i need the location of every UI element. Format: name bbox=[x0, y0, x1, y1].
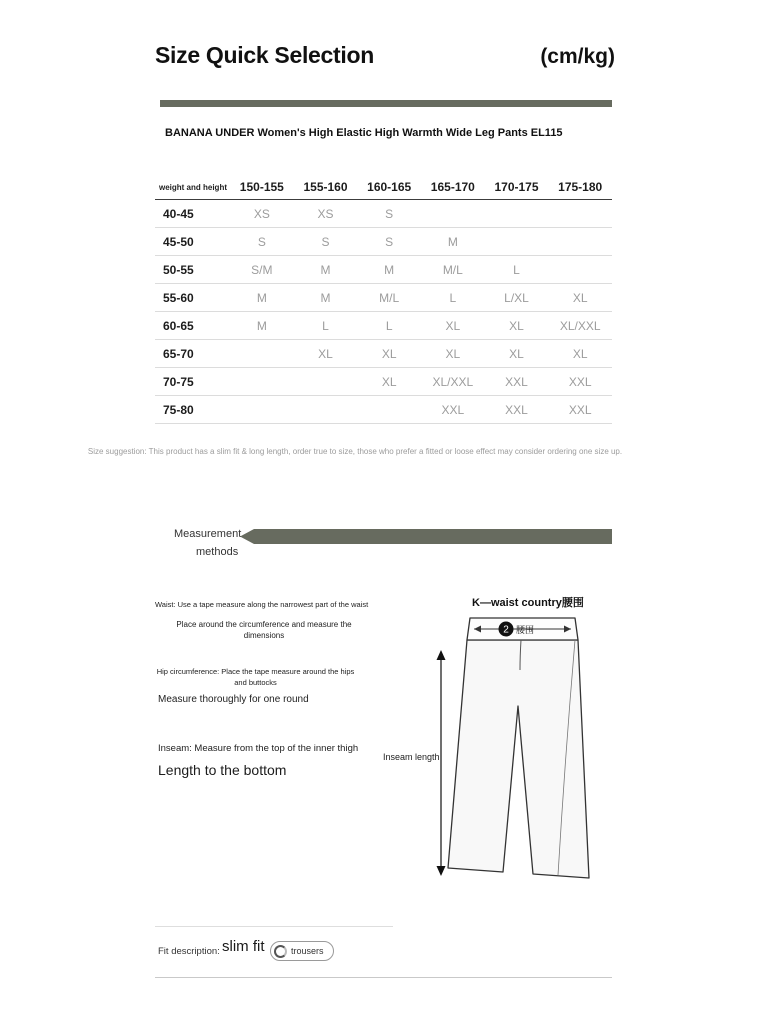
size-cell: XXL bbox=[505, 374, 528, 389]
size-cell: XL/XXL bbox=[559, 318, 601, 333]
column-header: 155-160 bbox=[303, 180, 348, 194]
size-cell: L bbox=[449, 290, 457, 305]
table-row bbox=[155, 228, 612, 256]
size-cell: S bbox=[385, 206, 394, 221]
measurement-section-title-line1: Measurement bbox=[174, 528, 242, 540]
row-label: 70-75 bbox=[163, 374, 194, 389]
size-table bbox=[155, 175, 612, 424]
size-cell: XXL bbox=[505, 402, 528, 417]
size-cell: M/L bbox=[442, 262, 463, 277]
size-cell: XXL bbox=[441, 402, 465, 417]
table-row bbox=[155, 200, 612, 228]
inseam-arrow-label: Inseam length bbox=[383, 752, 440, 762]
column-header: 150-155 bbox=[239, 180, 284, 194]
inseam-instruction: Inseam: Measure from the top of the inner thigh bbox=[158, 743, 359, 754]
fit-tag-pill bbox=[270, 941, 334, 961]
fit-tag-label: trousers bbox=[291, 946, 324, 956]
row-label: 75-80 bbox=[163, 402, 194, 417]
hip-instruction-2: Measure thoroughly for one round bbox=[158, 694, 309, 705]
pants-body-outline bbox=[448, 640, 589, 878]
size-cell: XL bbox=[318, 346, 333, 361]
waist-marker-text: 腰围 bbox=[516, 625, 535, 635]
size-cell: M bbox=[447, 234, 458, 249]
header bbox=[155, 42, 615, 69]
size-cell: M bbox=[256, 290, 267, 305]
size-cell: M/L bbox=[379, 290, 400, 305]
inseam-instruction-2: Length to the bottom bbox=[158, 762, 287, 778]
size-cell: XXL bbox=[568, 402, 592, 417]
row-label: 50-55 bbox=[163, 262, 194, 277]
fit-divider-top bbox=[155, 926, 393, 927]
size-cell: L bbox=[385, 318, 393, 333]
size-cell: XL/XXL bbox=[432, 374, 474, 389]
row-label: 65-70 bbox=[163, 346, 194, 361]
unit-label: (cm/kg) bbox=[540, 45, 615, 68]
size-cell: L bbox=[322, 318, 329, 333]
size-cell: S bbox=[385, 234, 394, 249]
size-cell: S bbox=[257, 234, 266, 249]
corner-label: weight and height bbox=[159, 182, 227, 192]
measurement-section-banner bbox=[240, 529, 612, 544]
waist-marker-number: 2 bbox=[503, 624, 509, 636]
fit-description-label: Fit description: bbox=[158, 946, 220, 957]
size-cell: XL bbox=[445, 346, 461, 361]
size-cell: M bbox=[320, 262, 331, 277]
column-header: 165-170 bbox=[430, 180, 475, 194]
page-title: Size Quick Selection bbox=[155, 42, 374, 68]
column-header: 175-180 bbox=[558, 180, 603, 194]
size-cell: M bbox=[320, 290, 331, 305]
size-cell: M bbox=[384, 262, 395, 277]
row-label: 45-50 bbox=[163, 234, 194, 249]
size-cell: XS bbox=[253, 206, 270, 221]
fit-description-value: slim fit bbox=[222, 938, 265, 955]
size-cell: M bbox=[256, 318, 267, 333]
size-table-body bbox=[155, 200, 612, 424]
size-cell: XL bbox=[381, 346, 397, 361]
size-cell: XL bbox=[509, 318, 524, 333]
pill-ring-icon bbox=[274, 945, 287, 958]
size-cell: S/M bbox=[251, 262, 273, 277]
size-cell: XS bbox=[317, 206, 334, 221]
product-name: BANANA UNDER Women's High Elastic High Warmth Wide Leg Pants EL115 bbox=[165, 127, 563, 139]
size-cell: XL bbox=[381, 374, 397, 389]
hip-instruction: Hip circumference: Place the tape measure around the hips and buttocks bbox=[156, 667, 355, 687]
size-cell: XL bbox=[445, 318, 461, 333]
accent-bar bbox=[160, 100, 612, 107]
size-cell: S bbox=[321, 234, 330, 249]
size-cell: XL bbox=[572, 346, 588, 361]
table-row bbox=[155, 340, 612, 368]
table-row bbox=[155, 256, 612, 284]
size-cell: XL bbox=[572, 290, 588, 305]
column-header: 160-165 bbox=[367, 180, 412, 194]
size-cell: XL bbox=[509, 346, 524, 361]
table-row bbox=[155, 312, 612, 340]
table-row bbox=[155, 284, 612, 312]
row-label: 40-45 bbox=[163, 206, 194, 221]
inseam-arrow bbox=[437, 650, 446, 876]
row-label: 55-60 bbox=[163, 290, 194, 305]
measurement-section-title-line2: methods bbox=[196, 546, 239, 558]
size-table-header bbox=[155, 175, 612, 200]
waist-instruction-2: Place around the circumference and measure the dimensions bbox=[176, 620, 352, 640]
row-label: 60-65 bbox=[163, 318, 194, 333]
bottom-divider bbox=[155, 977, 612, 978]
size-cell: L/XL bbox=[504, 290, 529, 305]
table-row bbox=[155, 368, 612, 396]
size-cell: XXL bbox=[568, 374, 592, 389]
size-suggestion-note: Size suggestion: This product has a slim fit & long length, order true to size, those who prefer a fitted or loose effect may consider ordering one size up. bbox=[87, 447, 623, 456]
size-cell: L bbox=[513, 262, 520, 277]
pants-diagram bbox=[385, 608, 640, 893]
column-header: 170-175 bbox=[494, 180, 539, 194]
diagram-title: K—waist country腰围 bbox=[472, 597, 584, 609]
waist-instruction: Waist: Use a tape measure along the narrowest part of the waist bbox=[155, 600, 369, 609]
table-row bbox=[155, 396, 612, 424]
